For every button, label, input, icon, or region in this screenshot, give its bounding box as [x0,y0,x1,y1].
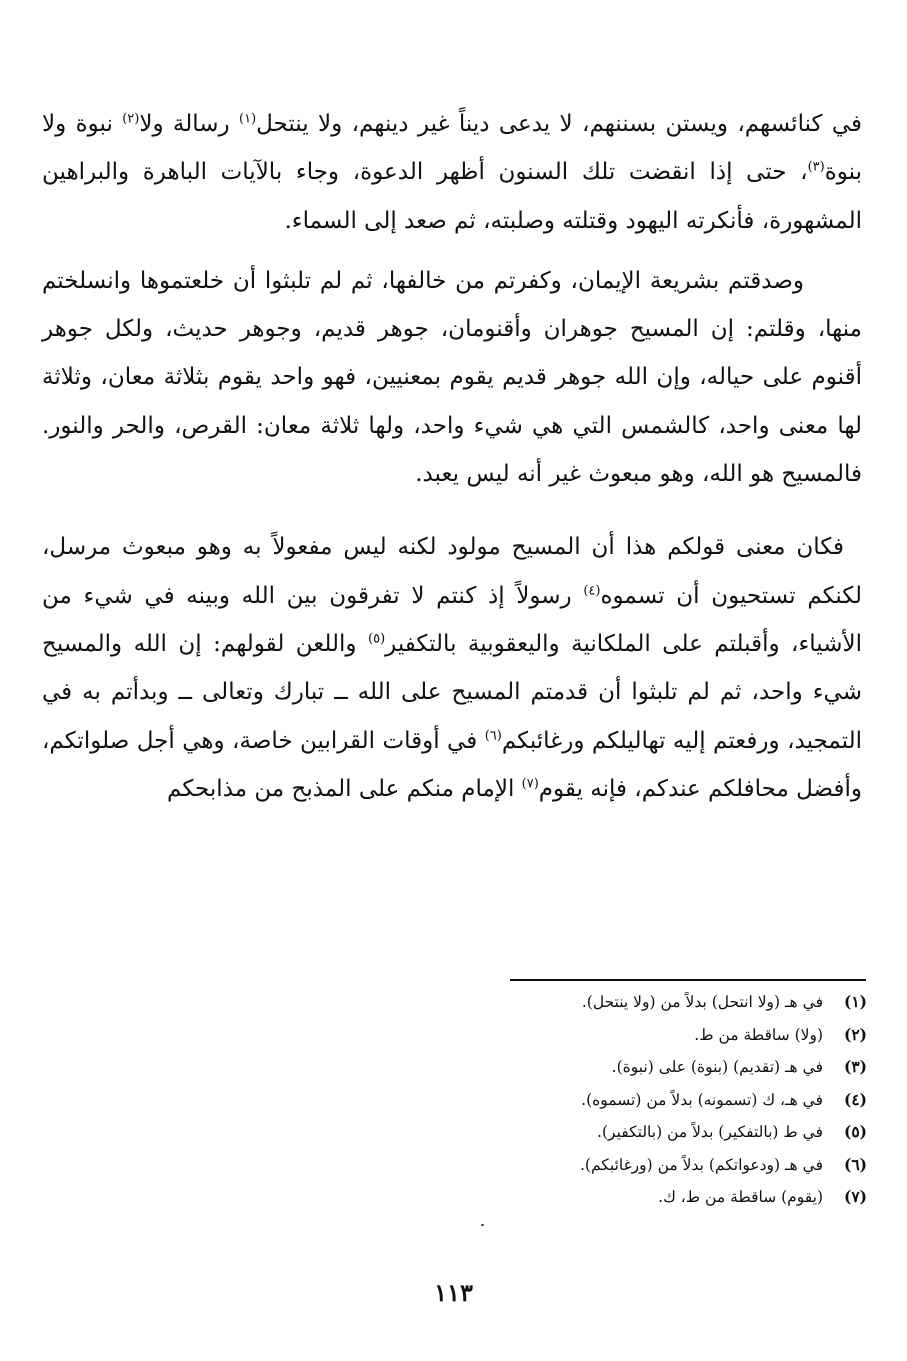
footnote-number: (٧) [843,1187,867,1206]
footnote-5 [307,1116,867,1149]
footnote-number: (٦) [843,1154,867,1174]
footnote-number: (٥) [843,1122,867,1141]
footnote-number: (٢) [843,1024,867,1044]
footnote-text: في هـ، ك (تسمونه) بدلاً من (تسموه). [581,1090,823,1109]
text-run: رسالة ولا [139,111,239,137]
text-run: واللعن لقولهم: إن الله والمسيح شيء واحد، ثم لم تلبثوا أن قدمتم المسيح على الله ــ تبارك وتعالى ــ وبدأتم به في التمجيد، ورفعتم إليه تهاليلكم ورغائبكم [42,630,862,754]
footnote-6 [307,1149,867,1182]
footnote-text: (ولا) ساقطة من ط. [694,1025,823,1044]
main-text [42,100,862,813]
footnote-text: (يقوم) ساقطة من ط، ك. [658,1188,823,1206]
text-run: نبوة ولا بنوة [42,111,862,186]
footnote-1 [307,986,867,1019]
footnote-text: في هـ (تقديم) (بنوة) على (نبوة). [611,1058,823,1076]
footnote-text: في هـ (ودعواتكم) بدلاً من (ورغائبكم). [580,1155,823,1174]
footnote-marker: (٥) [368,631,386,647]
footnote-separator [510,979,866,981]
scan-speck [481,1224,484,1226]
footnote-text: في ط (بالتفكير) بدلاً من (بالتكفير). [597,1123,823,1141]
paragraph-3 [42,523,862,813]
paragraph-2 [42,257,862,498]
footnote-2 [307,1019,867,1052]
footnotes-list [307,986,867,1214]
text-run: في كنائسهم، ويستن بسننهم، لا يدعى ديناً غير دينهم، ولا ينتحل [256,111,862,137]
text-run: الإمام منكم على المذبح من مذابحكم [167,775,522,802]
footnote-marker: (٢) [122,111,140,127]
text-run: وصدقتم بشريعة الإيمان، وكفرتم من خالفها، ثم لم تلبثوا أن خلعتموها وانسلختم منها، وقلتم: إن المسيح جوهران وأقنومان، جوهر قديم، وجوهر حديث، ولكل جوهر أقنوم على حياله، وإن الله جوهر قديم يقوم بمعنيين، فهو واحد يقوم بثلاثة معان، وثلاثة لها معنى واحد، كالشمس التي هي شيء واحد، ولها ثلاثة معان: القرص، والحر والنور. فالمسيح هو الله، وهو مبعوث غير أنه ليس يعبد. [42,267,862,488]
footnote-marker: (٧) [521,776,539,792]
footnote-7 [307,1181,867,1214]
footnote-3 [307,1051,867,1084]
footnote-marker: (٣) [807,159,825,175]
text-run: ، حتى إذا انقضت تلك السنون أظهر الدعوة، وجاء بالآيات الباهرة والبراهين المشهورة، فأنكرته اليهود وقتلته وصلبته، ثم صعد إلى السماء. [42,159,862,234]
text-run: فكان معنى قولكم هذا أن المسيح مولود لكنه ليس مفعولاً به وهو مبعوث مرسل، لكنكم تستحيون أن تسموه [42,534,862,609]
text-run: رسولاً إذ كنتم لا تفرقون بين الله وبينه في شيء من الأشياء، وأقبلتم على الملكانية واليعقوبية بالتكفير [42,582,862,657]
footnote-marker: (٦) [484,727,502,743]
footnote-text: في هـ (ولا انتحل) بدلاً من (ولا ينتحل). [581,993,823,1011]
footnote-marker: (١) [239,111,257,127]
paragraph-1 [42,100,862,245]
footnote-4 [307,1084,867,1117]
footnote-number: (٤) [843,1089,867,1109]
text-run: في أوقات القرابين خاصة، وهي أجل صلواتكم، وأفضل محافلكم عندكم، فإنه يقوم [42,727,862,802]
footnote-number: (١) [843,992,867,1011]
footnote-number: (٣) [843,1057,867,1076]
footnote-marker: (٤) [583,583,601,599]
page-number: ١١٣ [434,1278,473,1307]
